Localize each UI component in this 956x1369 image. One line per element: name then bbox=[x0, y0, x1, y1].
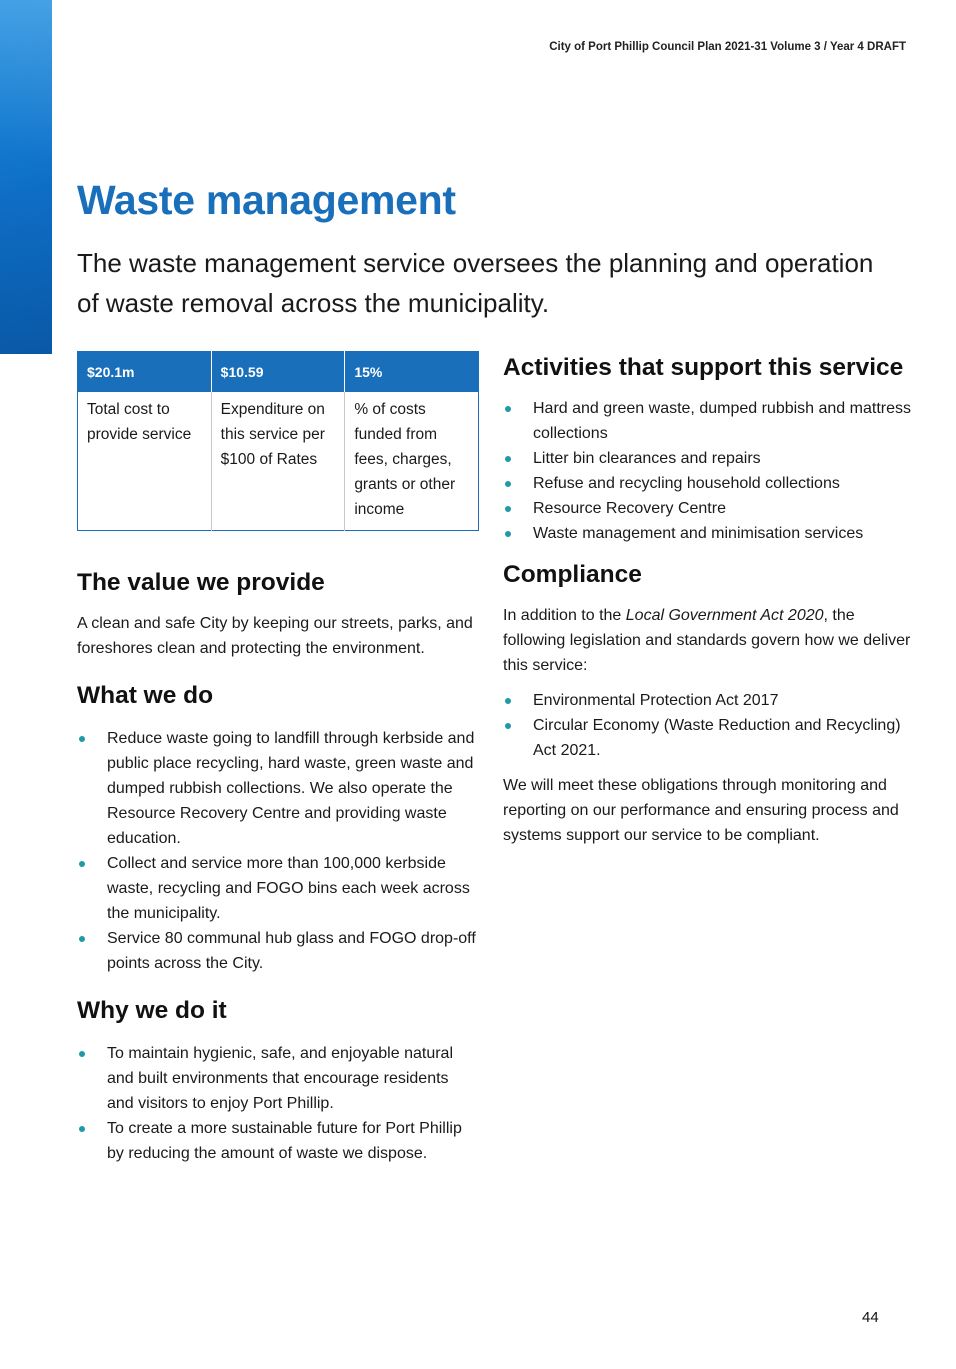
right-column bbox=[503, 351, 913, 848]
list-item: Resource Recovery Centre bbox=[503, 496, 913, 521]
bullet-icon bbox=[79, 1051, 85, 1057]
act-reference: Local Government Act 2020 bbox=[625, 607, 824, 624]
list-item: Circular Economy (Waste Reduction and Recycling) Act 2021. bbox=[503, 713, 913, 763]
stat-desc-funded-percent: % of costs funded from fees, charges, grants or other income bbox=[345, 392, 479, 531]
list-item: Environmental Protection Act 2017 bbox=[503, 688, 913, 713]
list-item: Collect and service more than 100,000 kerbside waste, recycling and FOGO bins each week across the municipality. bbox=[77, 851, 477, 926]
bullet-icon bbox=[505, 698, 511, 704]
stat-header-total-cost: $20.1m bbox=[78, 352, 212, 393]
page-subtitle: The waste management service oversees the planning and operation of waste removal across the municipality. bbox=[77, 248, 874, 318]
stat-desc-total-cost: Total cost to provide service bbox=[87, 401, 192, 443]
document-header: City of Port Phillip Council Plan 2021-31 Volume 3 / Year 4 DRAFT bbox=[549, 41, 906, 53]
stat-header-funded-percent: 15% bbox=[345, 352, 479, 393]
why-heading: Why we do it bbox=[77, 997, 227, 1024]
left-column bbox=[77, 351, 477, 1166]
list-item: Service 80 communal hub glass and FOGO drop-off points across the City. bbox=[77, 926, 477, 976]
what-list bbox=[77, 726, 477, 976]
list-item: Hard and green waste, dumped rubbish and mattress collections bbox=[503, 396, 913, 446]
bullet-icon bbox=[505, 456, 511, 462]
page-number: 44 bbox=[862, 1309, 879, 1326]
what-heading: What we do bbox=[77, 682, 214, 709]
compliance-intro: In addition to the Local Government Act 2020, the following legislation and standards govern how we deliver this service: bbox=[503, 607, 911, 674]
bullet-icon bbox=[79, 861, 85, 867]
value-heading: The value we provide bbox=[77, 569, 325, 596]
stat-header-expenditure: $10.59 bbox=[211, 352, 345, 393]
list-item: Reduce waste going to landfill through kerbside and public place recycling, hard waste, green waste and dumped rubbish collections. We also operate the Resource Recovery Centre and providing waste education. bbox=[77, 726, 477, 851]
bullet-icon bbox=[79, 736, 85, 742]
page-title: Waste management bbox=[77, 177, 456, 223]
compliance-list bbox=[503, 688, 913, 763]
list-item: Refuse and recycling household collections bbox=[503, 471, 913, 496]
bullet-icon bbox=[505, 481, 511, 487]
list-item: Waste management and minimisation services bbox=[503, 521, 913, 546]
decorative-side-band bbox=[0, 0, 52, 354]
bullet-icon bbox=[79, 936, 85, 942]
activities-heading: Activities that support this service bbox=[503, 354, 904, 381]
compliance-heading: Compliance bbox=[503, 561, 642, 588]
bullet-icon bbox=[505, 406, 511, 412]
list-item: Litter bin clearances and repairs bbox=[503, 446, 913, 471]
stat-desc-expenditure: Expenditure on this service per $100 of Rates bbox=[211, 392, 345, 531]
list-item: To create a more sustainable future for Port Phillip by reducing the amount of waste we dispose. bbox=[77, 1116, 477, 1166]
why-list bbox=[77, 1041, 477, 1166]
bullet-icon bbox=[505, 531, 511, 537]
bullet-icon bbox=[505, 506, 511, 512]
compliance-closing: We will meet these obligations through monitoring and reporting on our performance and ensuring process and systems support our service to be compliant. bbox=[503, 777, 899, 844]
activities-list bbox=[503, 396, 913, 546]
stats-table bbox=[77, 351, 479, 531]
bullet-icon bbox=[79, 1126, 85, 1132]
list-item: To maintain hygienic, safe, and enjoyable natural and built environments that encourage residents and visitors to enjoy Port Phillip. bbox=[77, 1041, 477, 1116]
bullet-icon bbox=[505, 723, 511, 729]
value-text: A clean and safe City by keeping our streets, parks, and foreshores clean and protecting the environment. bbox=[77, 615, 473, 657]
